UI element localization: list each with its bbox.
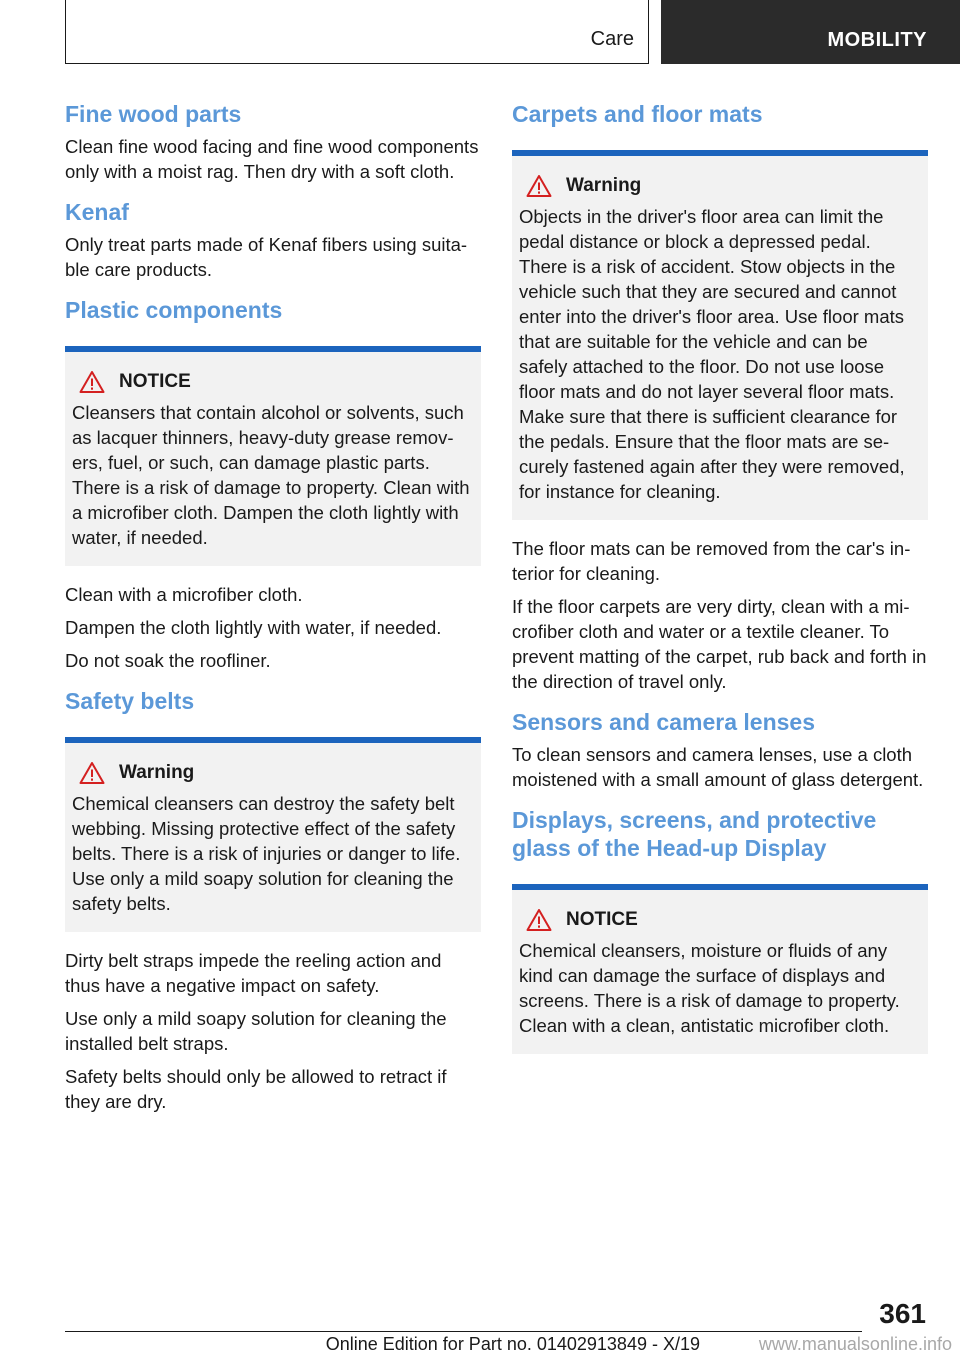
heading-kenaf: Kenaf: [65, 199, 129, 225]
paragraph: Only treat parts made of Kenaf fibers using suitable care products.: [65, 234, 468, 280]
section-title: Care: [590, 28, 634, 50]
paragraph: The floor mats can be removed from the car's interior for cleaning.: [512, 538, 911, 584]
warning-title: Warning: [119, 762, 195, 783]
page-number: 361: [879, 1298, 926, 1329]
paragraph: Safety belts should only be allowed to retract if they are dry.: [65, 1066, 447, 1112]
heading-displays-screens: Displays, screens, and protective glass of the Head-up Display: [512, 807, 877, 861]
heading-carpets-floor-mats: Carpets and floor mats: [512, 101, 763, 127]
warning-triangle-icon: [79, 370, 105, 394]
section-carpets: [512, 100, 928, 694]
section-kenaf: [65, 198, 481, 282]
warning-box: [65, 737, 481, 932]
warning-triangle-icon: [526, 174, 552, 198]
section-safety-belts: [65, 687, 481, 1114]
heading-sensors-camera-lenses: Sensors and camera lenses: [512, 709, 815, 735]
heading-plastic-components: Plastic components: [65, 297, 283, 323]
paragraph: Dirty belt straps impede the reeling action and thus have a negative impact on safety.: [65, 950, 442, 996]
notice-title: NOTICE: [566, 909, 638, 930]
right-column: [512, 100, 928, 1070]
notice-box: [512, 884, 928, 1054]
warning-text: Objects in the driver's floor area can limit the pedal distance or block a depressed pedal. There is a risk of accident. Stow objects in the vehicle such that they are secured and cannot enter into the driver's floor area. Use floor mats that are suitable for the vehicle and can be safely attached to the floor. Do not use loose floor mats and do not layer several floor mats. Make sure that there is sufficient clearance for the pedals. Ensure that the floor mats are securely fastened again after they were removed, for instance for cleaning.: [519, 206, 905, 502]
warning-triangle-icon: [79, 761, 105, 785]
warning-text: Chemical cleansers can destroy the safety belt webbing. Missing protective effect of the safety belts. There is a risk of injuries or danger to life. Use only a mild soapy solution for cleaning the safety belts.: [72, 793, 461, 914]
section-plastic: [65, 296, 481, 673]
edition-note: Online Edition for Part no. 01402913849 - X/19: [325, 1334, 700, 1354]
paragraph: Clean fine wood facing and fine wood components only with a moist rag. Then dry with a soft cloth.: [65, 136, 479, 182]
paragraph: To clean sensors and camera lenses, use a cloth moistened with a small amount of glass detergent.: [512, 744, 924, 790]
section-fine-wood: [65, 100, 481, 184]
footer-divider: [65, 1331, 862, 1332]
chapter-tab: [661, 0, 960, 64]
left-column: [65, 100, 481, 1128]
notice-text: Cleansers that contain alcohol or solvents, such as lacquer thinners, heavy-duty grease removers, fuel, or such, can damage plastic parts. There is a risk of damage to property. Clean with a microfiber cloth. Dampen the cloth lightly with water, if needed.: [72, 402, 470, 548]
heading-fine-wood: Fine wood parts: [65, 101, 242, 127]
paragraph: If the floor carpets are very dirty, clean with a microfiber cloth and water or a textile cleaner. To prevent matting of the carpet, rub back and forth in the direction of travel only.: [512, 596, 927, 692]
warning-box: [512, 150, 928, 520]
paragraph: Dampen the cloth lightly with water, if needed.: [65, 617, 442, 638]
paragraph: Clean with a microfiber cloth.: [65, 584, 303, 605]
paragraph: Do not soak the roofliner.: [65, 650, 271, 671]
warning-title: Warning: [566, 175, 642, 196]
heading-safety-belts: Safety belts: [65, 688, 195, 714]
watermark: www.manualsonline.info: [758, 1334, 952, 1354]
warning-triangle-icon: [526, 908, 552, 932]
notice-text: Chemical cleansers, moisture or fluids of any kind can damage the surface of displays and screens. There is a risk of damage to property. Clean with a clean, antistatic microfiber cloth.: [519, 940, 900, 1036]
notice-box: [65, 346, 481, 566]
section-sensors: [512, 708, 928, 792]
notice-title: NOTICE: [119, 371, 191, 392]
section-displays: [512, 806, 928, 1054]
paragraph: Use only a mild soapy solution for cleaning the installed belt straps.: [65, 1008, 447, 1054]
header-section-frame: [65, 0, 649, 64]
chapter-title: MOBILITY: [827, 29, 927, 51]
